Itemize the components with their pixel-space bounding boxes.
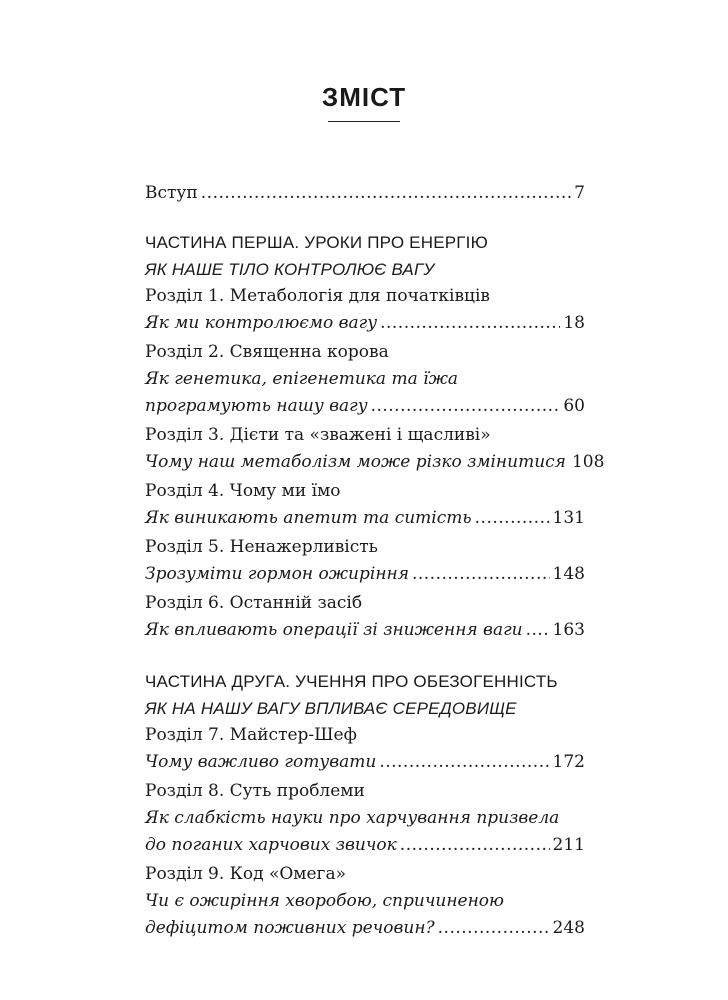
chapter-title: Розділ 8. Суть проблеми [145, 781, 365, 801]
toc-page-number: 60 [563, 396, 585, 416]
toc-page-number: 163 [552, 620, 585, 640]
toc-page-number: 211 [552, 835, 585, 855]
dot-leader [438, 915, 550, 942]
chapter-title: Розділ 3. Дієти та «зважені і щасливі» [145, 425, 491, 445]
toc-chapter-entry[interactable] [145, 478, 585, 532]
chapter-subtitle-row [145, 449, 605, 476]
chapter-subtitle: програмують нашу вагу [145, 396, 368, 416]
dot-leader [201, 180, 571, 207]
toc-entry-intro[interactable] [145, 180, 585, 207]
chapter-subtitle: до поганих харчових звичок [145, 835, 397, 855]
chapter-subtitle-row [145, 505, 585, 532]
chapter-subtitle-row [145, 915, 585, 942]
toc-page-number: 18 [563, 313, 585, 333]
dot-leader [380, 310, 560, 337]
toc-page-number: 148 [552, 564, 585, 584]
chapter-subtitle-line: Чи є ожиріння хворобою, спричиненою [145, 891, 505, 911]
dot-leader [412, 561, 550, 588]
chapter-subtitle-line: Як генетика, епігенетика та їжа [145, 369, 459, 389]
toc-chapter-entry[interactable] [145, 590, 585, 644]
chapter-title: Розділ 5. Ненажерливість [145, 537, 378, 557]
chapter-subtitle-row [145, 310, 585, 337]
part-heading: ЧАСТИНА ПЕРША. УРОКИ ПРО ЕНЕРГІЮ [145, 233, 488, 252]
toc-page-number: 131 [552, 508, 585, 528]
chapter-subtitle: Чому наш метаболізм може різко змінитися [145, 452, 566, 472]
toc-page-number: 108 [571, 452, 605, 472]
chapter-subtitle-row [145, 749, 585, 776]
chapter-subtitle: Чому важливо готувати [145, 752, 377, 772]
toc-chapter-entry[interactable] [145, 339, 585, 420]
chapter-subtitle-line: Як слабкість науки про харчування призвела [145, 808, 560, 828]
chapter-subtitle-row [145, 561, 585, 588]
toc-chapter-entry[interactable] [145, 722, 585, 776]
dot-leader [379, 749, 549, 776]
dot-leader [371, 393, 561, 420]
toc-page-number: 7 [574, 183, 585, 203]
toc-chapter-entry[interactable] [145, 534, 585, 588]
toc-chapter-entry[interactable] [145, 778, 585, 859]
chapter-subtitle-row [145, 393, 585, 420]
table-of-contents [145, 180, 605, 944]
parts-list [145, 229, 605, 942]
chapter-subtitle: Зрозуміти гормон ожиріння [145, 564, 409, 584]
chapter-title: Розділ 6. Останній засіб [145, 593, 363, 613]
part-heading: ЧАСТИНА ДРУГА. УЧЕННЯ ПРО ОБЕЗОГЕННІСТЬ [145, 672, 558, 691]
dot-leader [400, 832, 550, 859]
toc-page-number: 248 [552, 918, 585, 938]
chapter-subtitle: Як впливають операції зі зниження ваги [145, 620, 523, 640]
toc-page-number: 172 [552, 752, 585, 772]
chapter-subtitle-row [145, 617, 585, 644]
page-title: ЗМІСТ [321, 82, 407, 112]
chapter-title: Розділ 2. Священна корова [145, 342, 389, 362]
chapter-subtitle: Як виникають апетит та ситість [145, 508, 472, 528]
dot-leader [475, 505, 550, 532]
chapter-title: Розділ 7. Майстер-Шеф [145, 725, 357, 745]
title-underline [328, 121, 400, 122]
dot-leader [526, 617, 550, 644]
chapter-subtitle: Як ми контролюємо вагу [145, 313, 378, 333]
chapter-subtitle-row [145, 832, 585, 859]
toc-chapter-entry[interactable] [145, 861, 585, 942]
toc-chapter-entry[interactable] [145, 283, 585, 337]
part-subheading: ЯК НА НАШУ ВАГУ ВПЛИВАЄ СЕРЕДОВИЩЕ [145, 699, 517, 718]
chapter-title: Розділ 4. Чому ми їмо [145, 481, 341, 501]
chapter-title: Розділ 1. Метабологія для початківців [145, 286, 490, 306]
chapter-title: Розділ 9. Код «Омега» [145, 864, 347, 884]
part-subheading: ЯК НАШЕ ТІЛО КОНТРОЛЮЄ ВАГУ [145, 260, 435, 279]
toc-chapter-entry[interactable] [145, 422, 605, 476]
toc-entry-label: Вступ [145, 183, 198, 203]
chapter-subtitle: дефіцитом поживних речовин? [145, 918, 435, 938]
